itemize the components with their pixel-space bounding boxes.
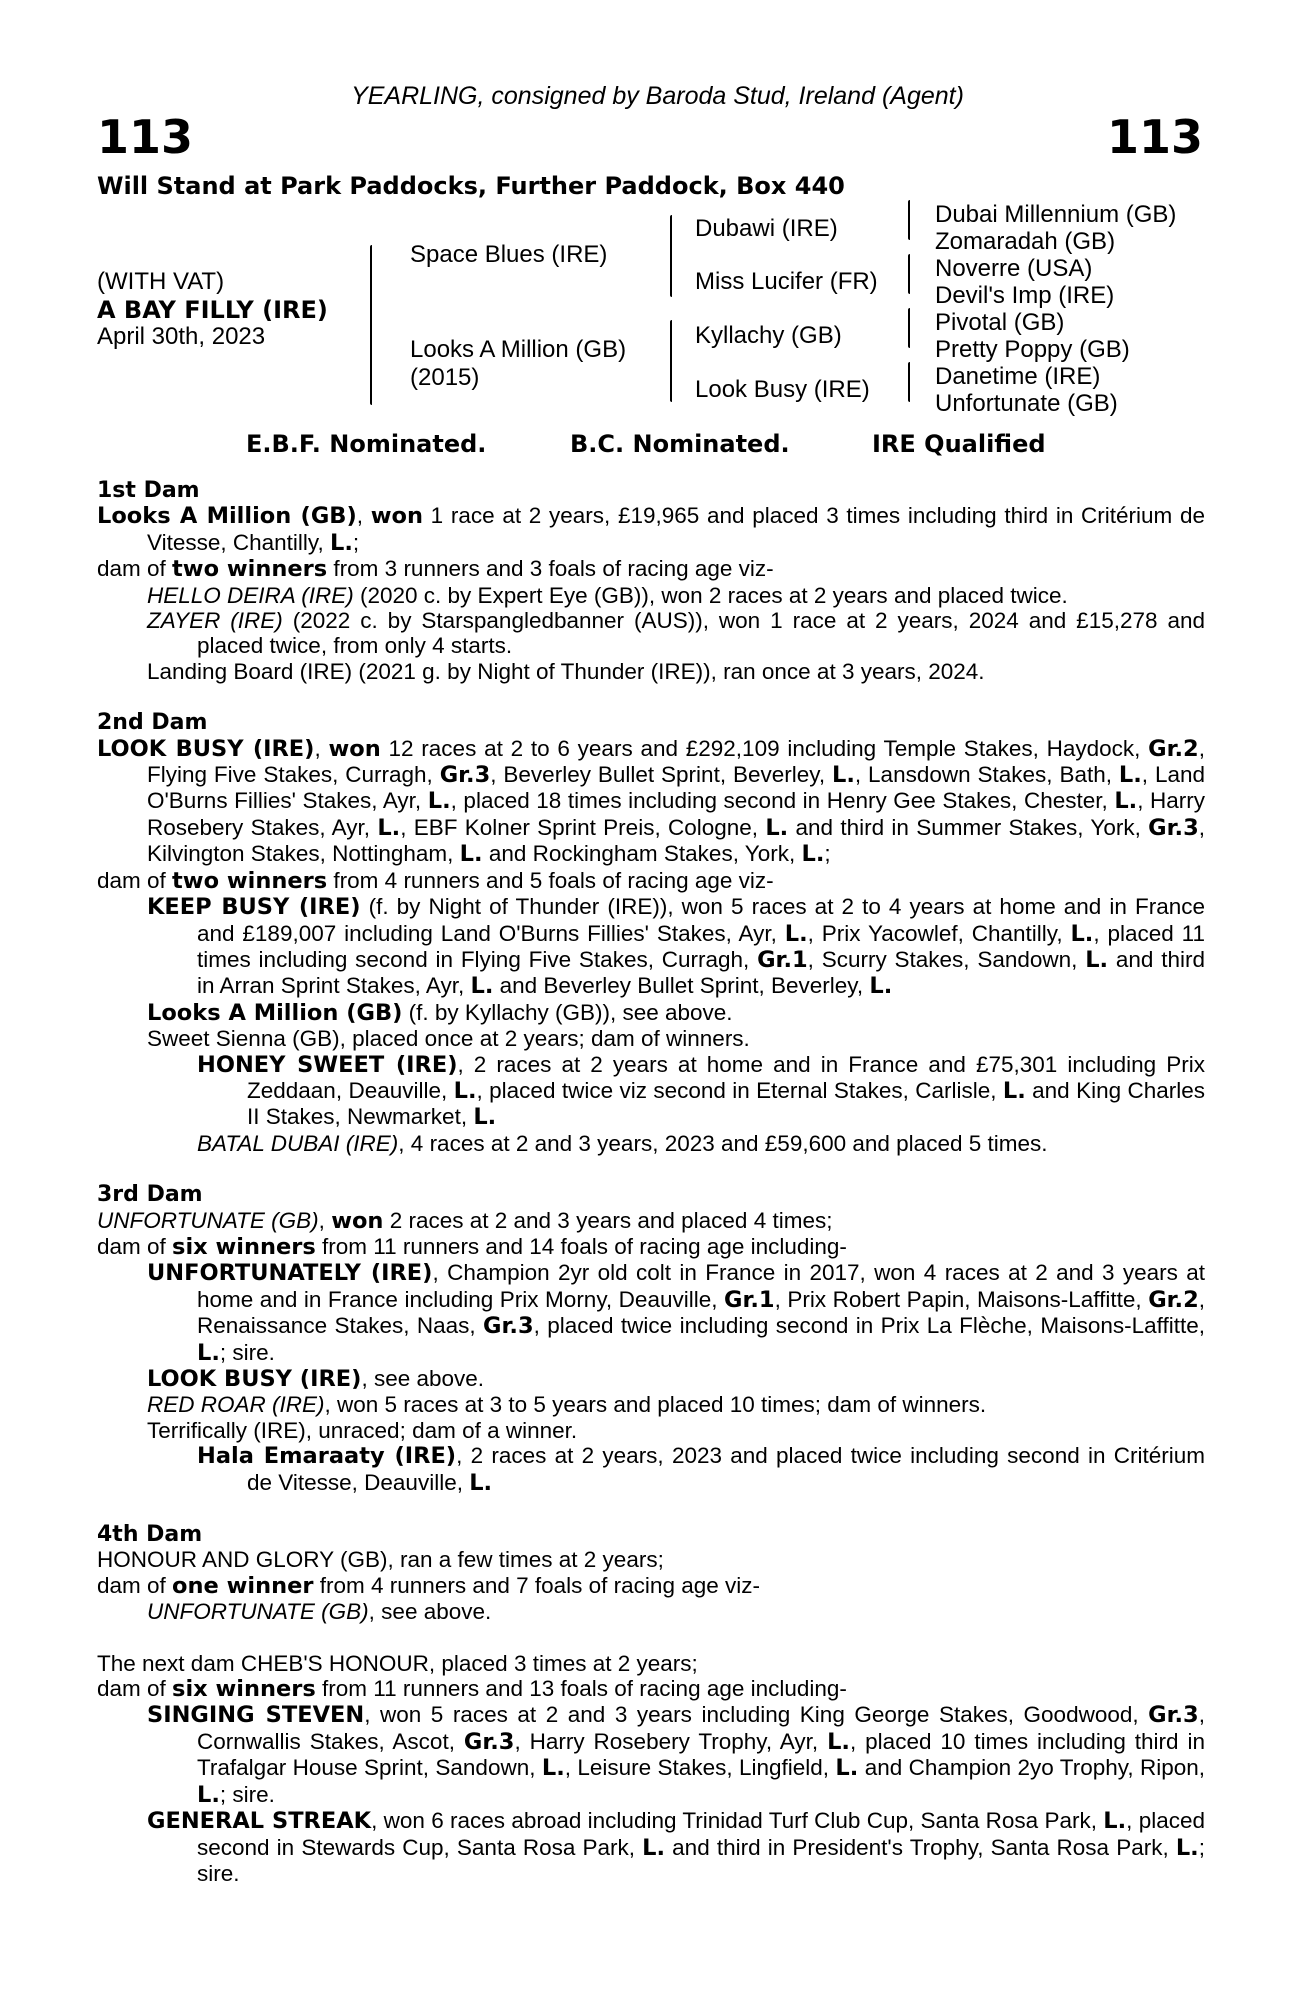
text: (f. by Night of Thunder (IRE)), won 5 races at 2 to 4 years at home and in France and £189,007 including Land O'Burns Fillies' Stakes, Ayr,: [197, 894, 1205, 946]
bc-nominated: B.C. Nominated.: [570, 430, 790, 458]
dam-dam: Look Busy (IRE): [695, 376, 870, 403]
group-mark: Gr.2: [1148, 1286, 1199, 1313]
text: , Champion 2yr old colt in France in 2017, won 4 races at 2 and 3 years at home and in France including Prix Morny, Deauville,: [197, 1260, 1205, 1312]
ancestor-7: Danetime (IRE): [935, 363, 1101, 390]
offspring-name: KEEP BUSY (IRE): [147, 894, 361, 921]
text: (2020 c. by Expert Eye (GB)), won 2 races at 2 years and placed twice.: [353, 582, 1068, 608]
lot-number-right: 113: [1106, 110, 1203, 164]
second-dam-produce-summary: [97, 868, 1205, 894]
third-dam-record: [97, 1208, 1205, 1234]
text: , won 6 races abroad including Trinidad Turf Club Cup, Santa Rosa Park,: [371, 1808, 1104, 1834]
offspring-entry: [97, 1808, 1205, 1886]
first-dam-name: Looks A Million (GB): [97, 503, 357, 530]
listed-mark: L.: [330, 529, 353, 556]
listed-mark: L.: [541, 1755, 565, 1782]
consignor-line: YEARLING, consigned by Baroda Stud, Ireland (Agent): [351, 82, 964, 110]
text: , Kilvington Stakes, Nottingham,: [147, 814, 1205, 867]
listed-mark: L.: [835, 1755, 859, 1782]
text: ,: [318, 1207, 332, 1233]
offspring-name: HONEY SWEET (IRE): [197, 1051, 458, 1078]
next-dam-record: The next dam CHEB'S HONOUR, placed 3 times at 2 years;: [97, 1650, 698, 1676]
next-dam-produce-summary: [97, 1676, 1205, 1702]
text: , 2 races at 2 years, 2023 and placed twice including second in Critérium de Vitesse, Deauville,: [247, 1443, 1205, 1495]
ire-qualified: IRE Qualified: [872, 430, 1046, 458]
first-dam-heading: 1st Dam: [97, 478, 200, 503]
ancestor-3: Noverre (USA): [935, 255, 1093, 282]
text: , Renaissance Stakes, Naas,: [197, 1286, 1206, 1339]
won-label: won: [328, 735, 381, 762]
text: 1 race at 2 years, £19,965 and placed 3 times including third in Critérium de Vitesse, Chantilly,: [147, 503, 1205, 555]
text: (f. by Kyllachy (GB)), see above.: [402, 999, 733, 1025]
third-dam-name: UNFORTUNATE (GB): [97, 1207, 319, 1233]
text: , Beverley Bullet Sprint, Beverley,: [490, 762, 832, 788]
offspring-entry: [97, 583, 1205, 608]
ancestor-6: Pretty Poppy (GB): [935, 336, 1130, 363]
listed-mark: L.: [1103, 1808, 1127, 1835]
text: ,: [314, 735, 329, 761]
offspring-entry: [97, 1366, 1205, 1392]
text: , Land O'Burns Fillies' Stakes, Ayr,: [147, 762, 1206, 814]
dam: Looks A Million (GB): [410, 336, 627, 363]
pedigree-brace-g1: [908, 200, 910, 240]
grand-offspring-entry: [97, 1131, 1205, 1156]
third-dam-heading: 3rd Dam: [97, 1182, 203, 1208]
pedigree-brace-g2: [908, 254, 910, 294]
listed-mark: L.: [453, 1077, 477, 1104]
listed-mark: L.: [1070, 920, 1094, 947]
text: , see above.: [361, 1366, 485, 1391]
offspring-name: Hala Emaraaty (IRE): [197, 1443, 457, 1470]
text: from 4 runners and 5 foals of racing age viz-: [327, 867, 774, 893]
second-dam-section: [97, 710, 1205, 1156]
group-mark: Gr.3: [1148, 814, 1199, 841]
text: , Harry Rosebery Trophy, Ayr,: [514, 1728, 828, 1754]
text: , Flying Five Stakes, Curragh,: [147, 735, 1205, 788]
group-mark: Gr.3: [463, 1728, 515, 1755]
offspring-name: GENERAL STREAK: [147, 1808, 372, 1835]
sire-dam: Miss Lucifer (FR): [695, 268, 878, 295]
fourth-dam-section: [97, 1522, 1205, 1625]
won-label: won: [370, 503, 423, 530]
offspring-entry: [97, 1599, 1205, 1624]
text: dam of: [97, 1572, 173, 1598]
dam-year: (2015): [410, 364, 480, 391]
listed-mark: L.: [469, 1469, 493, 1496]
listed-mark: L.: [642, 1834, 666, 1861]
text: dam of: [97, 1676, 173, 1702]
listed-mark: L.: [427, 788, 451, 815]
listed-mark: L.: [470, 973, 494, 1000]
text: and Beverley Bullet Sprint, Beverley,: [493, 973, 870, 999]
grand-offspring-entry: [97, 1052, 1205, 1131]
text: , see above.: [368, 1599, 492, 1625]
listed-mark: L.: [197, 1339, 220, 1366]
second-dam-heading: 2nd Dam: [97, 710, 208, 736]
ancestor-2: Zomaradah (GB): [935, 228, 1116, 255]
group-mark: Gr.1: [757, 946, 808, 973]
text: and third in Summer Stakes, York,: [788, 814, 1149, 840]
fourth-dam-record: HONOUR AND GLORY (GB), ran a few times at 2 years;: [97, 1547, 664, 1573]
winners-count: two winners: [172, 867, 328, 894]
third-dam-produce-summary: [97, 1234, 1205, 1260]
sire-sire: Dubawi (IRE): [695, 215, 838, 242]
winners-count: two winners: [172, 556, 328, 583]
grand-offspring-entry: [97, 1443, 1205, 1496]
horse-name: A BAY FILLY (IRE): [97, 296, 328, 324]
text: , Prix Robert Papin, Maisons-Laffitte,: [774, 1286, 1149, 1312]
ancestor-4: Devil's Imp (IRE): [935, 282, 1115, 309]
text: and third in President's Trophy, Santa Rosa Park,: [665, 1834, 1176, 1860]
first-dam-record: [97, 503, 1205, 556]
listed-mark: L.: [197, 1781, 220, 1808]
offspring-entry: Sweet Sienna (GB), placed once at 2 years; dam of winners.: [147, 1026, 750, 1052]
text: , placed twice viz second in Eternal Stakes, Carlisle,: [476, 1077, 1003, 1103]
listed-mark: L.: [1085, 946, 1109, 973]
sire: Space Blues (IRE): [410, 241, 608, 268]
text: from 3 runners and 3 foals of racing age viz-: [327, 556, 774, 582]
text: ; sire.: [219, 1781, 275, 1807]
text: from 11 runners and 13 foals of racing age including-: [315, 1676, 847, 1702]
text: dam of: [97, 1233, 173, 1259]
listed-mark: L.: [827, 1728, 850, 1755]
offspring-name: SINGING STEVEN: [147, 1702, 365, 1729]
listed-mark: L.: [784, 920, 808, 947]
text: , Leisure Stakes, Lingfield,: [564, 1755, 836, 1781]
text: , Cornwallis Stakes, Ascot,: [197, 1702, 1205, 1754]
text: from 4 runners and 7 foals of racing age viz-: [313, 1572, 760, 1598]
text: , placed twice including second in Prix La Flèche, Maisons-Laffitte,: [533, 1313, 1205, 1339]
offspring-name: RED ROAR (IRE): [147, 1392, 325, 1418]
text: , placed 11 times including second in Flying Five Stakes, Curragh,: [197, 920, 1205, 972]
text: , placed second in Stewards Cup, Santa Rosa Park,: [197, 1808, 1206, 1860]
pedigree-brace-g4: [908, 362, 910, 402]
listed-mark: L.: [1114, 788, 1138, 815]
second-dam-record: [97, 736, 1205, 868]
group-mark: Gr.1: [724, 1286, 775, 1313]
fourth-dam-produce-summary: [97, 1573, 1205, 1599]
text: dam of: [97, 867, 173, 893]
ancestor-1: Dubai Millennium (GB): [935, 201, 1177, 228]
ebf-nominated: E.B.F. Nominated.: [246, 430, 487, 458]
first-dam-produce-summary: [97, 556, 1205, 582]
text: and Rockingham Stakes, York,: [482, 841, 802, 867]
pedigree-brace-g3: [908, 308, 910, 348]
first-dam-section: [97, 478, 1205, 684]
offspring-entry: [97, 1260, 1205, 1366]
won-label: won: [331, 1207, 384, 1234]
text: (2022 c. by Starspangledbanner (AUS)), won 1 race at 2 years, 2024 and £15,278 and placed twice, from only 4 starts.: [197, 608, 1205, 659]
text: ; sire.: [197, 1834, 1205, 1886]
text: ; sire.: [219, 1339, 275, 1365]
offspring-entry: [97, 1392, 1205, 1417]
text: , 2 races at 2 years at home and in France and £75,301 including Prix Zeddaan, Deauville,: [247, 1051, 1205, 1103]
offspring-name: LOOK BUSY (IRE): [147, 1366, 362, 1392]
text: , 4 races at 2 and 3 years, 2023 and £59,600 and placed 5 times.: [398, 1130, 1048, 1156]
dam-sire: Kyllachy (GB): [695, 322, 842, 349]
text: ;: [352, 529, 360, 555]
listed-mark: L.: [1118, 762, 1142, 789]
listed-mark: L.: [765, 814, 789, 841]
text: , EBF Kolner Sprint Preis, Cologne,: [400, 814, 766, 840]
text: dam of: [97, 556, 173, 582]
offspring-entry: [97, 894, 1205, 1000]
vat-note: (WITH VAT): [97, 268, 225, 295]
listed-mark: L.: [832, 762, 855, 789]
text: 12 races at 2 to 6 years and £292,109 including Temple Stakes, Haydock,: [380, 735, 1149, 761]
offspring-entry: Landing Board (IRE) (2021 g. by Night of Thunder (IRE)), ran once at 3 years, 2024.: [147, 658, 985, 684]
ancestor-5: Pivotal (GB): [935, 309, 1065, 336]
text: , Prix Yacowlef, Chantilly,: [807, 920, 1071, 946]
group-mark: Gr.2: [1148, 735, 1199, 762]
next-dam-section: [97, 1651, 1205, 1887]
listed-mark: L.: [801, 841, 825, 868]
pedigree-brace-sire: [670, 215, 672, 297]
text: from 11 runners and 14 foals of racing age including-: [315, 1233, 847, 1259]
text: ;: [824, 841, 831, 867]
group-mark: Gr.3: [483, 1313, 534, 1340]
winners-count: six winners: [172, 1676, 316, 1703]
offspring-entry: [97, 608, 1205, 659]
ancestor-8: Unfortunate (GB): [935, 390, 1118, 417]
text: , Scurry Stakes, Sandown,: [807, 946, 1086, 972]
third-dam-section: [97, 1182, 1205, 1496]
text: , Lansdown Stakes, Bath,: [854, 762, 1119, 788]
offspring-entry: Terrifically (IRE), unraced; dam of a winner.: [147, 1417, 578, 1443]
listed-mark: L.: [869, 973, 893, 1000]
text: , won 5 races at 2 and 3 years including King George Stakes, Goodwood,: [364, 1702, 1149, 1728]
text: ,: [356, 503, 371, 529]
offspring-name: HELLO DEIRA (IRE): [147, 582, 354, 608]
group-mark: Gr.3: [439, 762, 491, 789]
listed-mark: L.: [1175, 1834, 1199, 1861]
offspring-name: BATAL DUBAI (IRE): [197, 1130, 399, 1156]
offspring-name: ZAYER (IRE): [147, 608, 283, 634]
pedigree-brace-main: [370, 245, 372, 405]
text: and third in Arran Sprint Stakes, Ayr,: [197, 946, 1206, 999]
foaling-date: April 30th, 2023: [97, 323, 266, 350]
offspring-entry: [97, 1702, 1205, 1808]
winners-count: one winner: [172, 1572, 314, 1599]
lot-number-left: 113: [97, 110, 194, 164]
text: and King Charles II Stakes, Newmarket,: [247, 1077, 1206, 1130]
pedigree-brace-dam: [670, 320, 672, 402]
text: , placed 10 times including third in Trafalgar House Sprint, Sandown,: [197, 1728, 1205, 1781]
offspring-entry: [97, 1000, 1205, 1026]
listed-mark: L.: [1002, 1077, 1026, 1104]
second-dam-name: LOOK BUSY (IRE): [97, 735, 315, 762]
catalogue-body: [97, 478, 1205, 1886]
offspring-name: UNFORTUNATE (GB): [147, 1599, 369, 1625]
text: , placed 18 times including second in Henry Gee Stakes, Chester,: [450, 788, 1115, 814]
group-mark: Gr.3: [1148, 1702, 1199, 1729]
offspring-name: Looks A Million (GB): [147, 999, 403, 1026]
text: and Champion 2yo Trophy, Ripon,: [858, 1755, 1205, 1781]
listed-mark: L.: [377, 814, 401, 841]
text: , Harry Rosebery Stakes, Ayr,: [147, 788, 1206, 840]
winners-count: six winners: [172, 1233, 316, 1260]
fourth-dam-heading: 4th Dam: [97, 1522, 203, 1548]
listed-mark: L.: [459, 841, 483, 868]
listed-mark: L.: [473, 1104, 497, 1131]
offspring-name: UNFORTUNATELY (IRE): [147, 1260, 433, 1287]
stand-location: Will Stand at Park Paddocks, Further Paddock, Box 440: [97, 172, 845, 200]
text: 2 races at 2 and 3 years and placed 4 times;: [383, 1207, 833, 1233]
text: , won 5 races at 3 to 5 years and placed 10 times; dam of winners.: [324, 1392, 987, 1418]
